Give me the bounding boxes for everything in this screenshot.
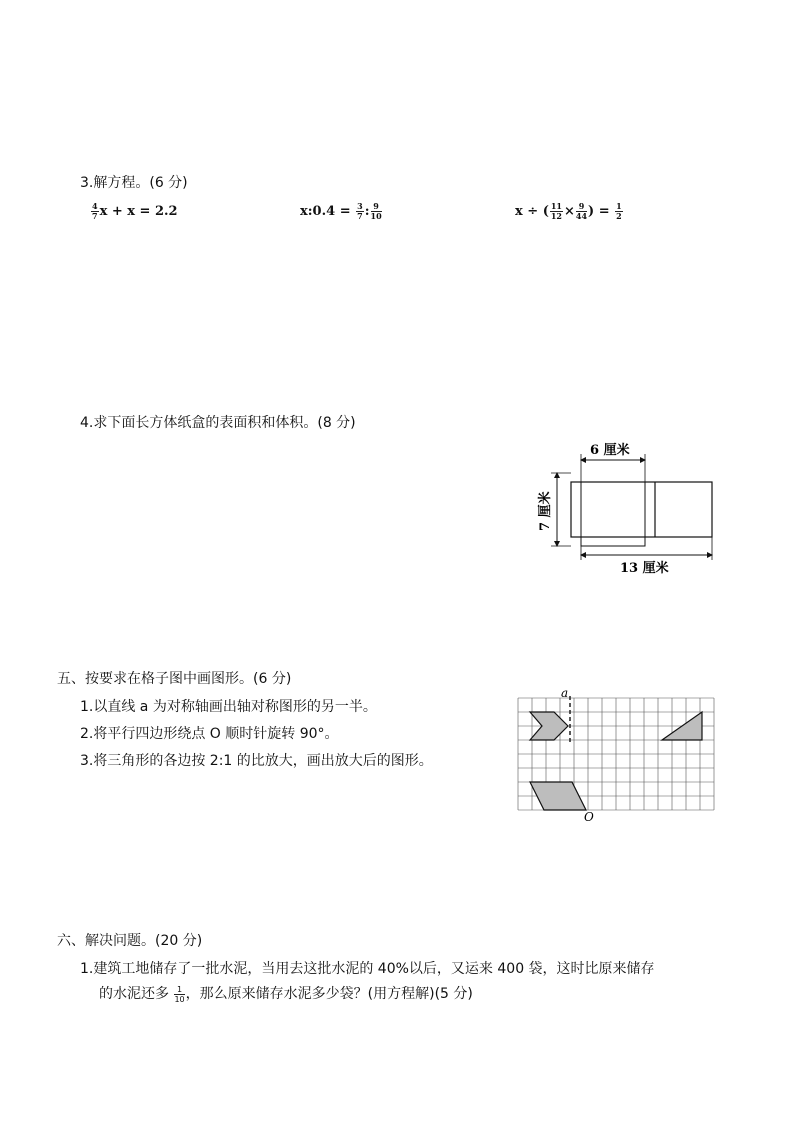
section5-item-1: 1.以直线 a 为对称轴画出轴对称图形的另一半。	[80, 699, 377, 715]
section6-title: 六、解决问题。(20 分)	[57, 933, 203, 949]
box-net-figure	[535, 436, 720, 576]
q4-title: 4.求下面长方体纸盒的表面积和体积。(8 分)	[80, 415, 356, 431]
q1-fraction: $\frac{1}{10}$	[174, 984, 185, 1004]
equation-3: x ÷ ( $\frac{11}{12}$ × $\frac{9}{44}$ ) = $\frac{1}{2}$	[515, 201, 622, 221]
section5-item-3: 3.将三角形的各边按 2:1 的比放大，画出放大后的图形。	[80, 753, 433, 769]
label-6cm: 6 厘米	[590, 443, 630, 458]
eq1-fraction: $\frac{4}{7}$	[92, 201, 98, 221]
label-13cm: 13 厘米	[620, 561, 669, 576]
net-rect-front	[571, 482, 712, 537]
section5-item-2: 2.将平行四边形绕点 O 顺时针旋转 90°。	[80, 726, 339, 742]
label-a: a	[561, 686, 569, 700]
parallelogram-shape	[530, 782, 586, 810]
label-7cm: 7 厘米	[538, 491, 553, 531]
drawing-grid	[510, 686, 720, 822]
section5-title: 五、按要求在格子图中画图形。(6 分)	[57, 671, 292, 687]
equation-2: x:0.4 = $\frac{3}{7}$ : $\frac{9}{10}$	[300, 201, 382, 221]
section6-q1-line2: 的水泥还多 $\frac{1}{10}$ ，那么原来储存水泥多少袋？(用方程解)(5 分)	[99, 984, 473, 1004]
section6-q1-line1: 1.建筑工地储存了一批水泥，当用去这批水泥的 40%以后，又运来 400 袋，这时比原来储存	[80, 961, 655, 977]
q3-title: 3.解方程。(6 分)	[80, 175, 188, 191]
label-o: O	[584, 810, 594, 822]
equation-1: $\frac{4}{7}$ x + x = 2.2	[92, 201, 178, 221]
